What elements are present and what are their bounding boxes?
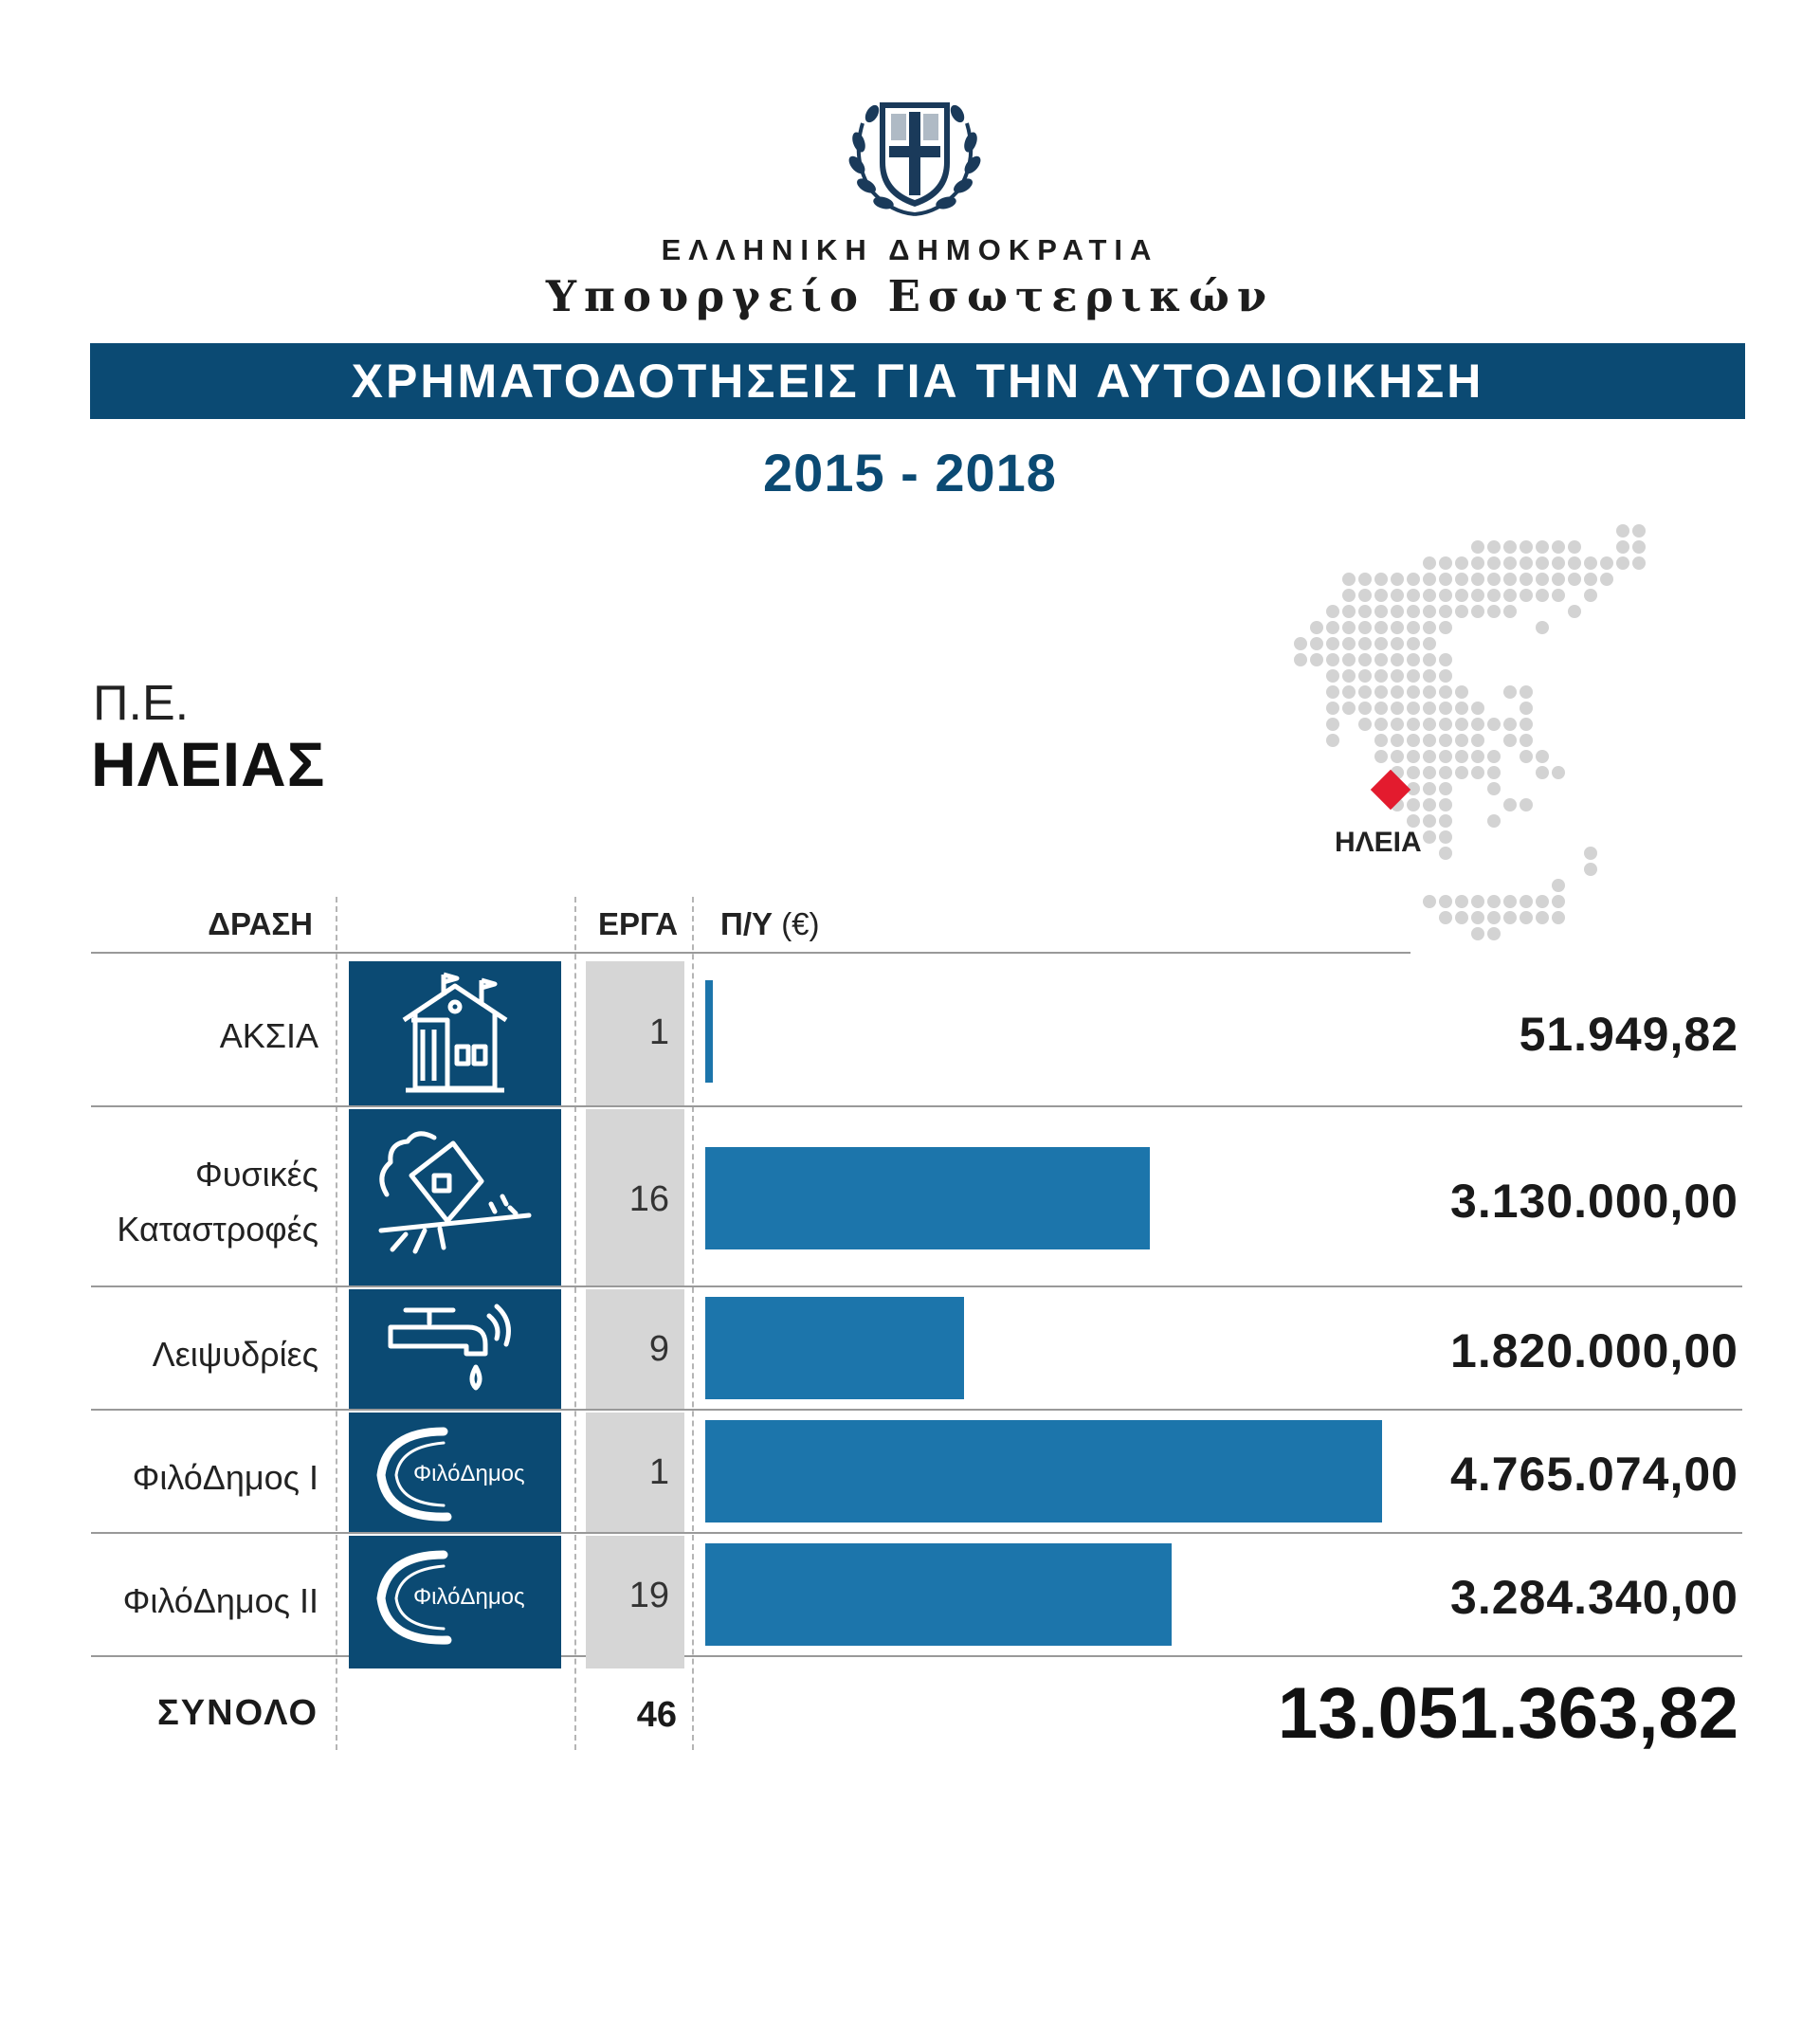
map-dot <box>1471 734 1484 747</box>
map-dot <box>1391 702 1404 715</box>
map-dot <box>1552 879 1565 892</box>
map-dot <box>1423 621 1436 634</box>
column-header-projects: ΕΡΓΑ <box>597 906 679 941</box>
map-dot <box>1342 605 1356 618</box>
map-dot <box>1632 556 1646 570</box>
map-dot <box>1536 556 1549 570</box>
row-label-filodimos-1 <box>91 1450 318 1505</box>
map-dot <box>1536 911 1549 924</box>
map-dot <box>1487 782 1501 795</box>
map-dot <box>1503 718 1517 731</box>
map-dot <box>1520 798 1533 811</box>
map-dot <box>1520 718 1533 731</box>
total-value: 13.051.363,82 <box>1277 1673 1738 1754</box>
row-label-line: Λειψυδρίες <box>152 1335 318 1374</box>
map-dot <box>1584 847 1597 860</box>
map-dot <box>1487 927 1501 940</box>
map-dot <box>1374 702 1388 715</box>
map-dot <box>1520 911 1533 924</box>
map-dot <box>1536 750 1549 763</box>
map-dot <box>1471 573 1484 586</box>
map-dot <box>1520 734 1533 747</box>
map-dot <box>1391 750 1404 763</box>
map-dot <box>1616 556 1629 570</box>
budget-value: 3.284.340,00 <box>1450 1571 1738 1624</box>
map-dot <box>1439 573 1452 586</box>
map-dot <box>1326 718 1339 731</box>
map-dot <box>1439 556 1452 570</box>
map-dot <box>1439 782 1452 795</box>
map-dot <box>1423 653 1436 666</box>
map-dot <box>1423 718 1436 731</box>
map-dot <box>1455 895 1468 908</box>
map-dot <box>1423 782 1436 795</box>
map-dot <box>1342 573 1356 586</box>
column-header-budget <box>720 906 820 942</box>
map-dot <box>1391 734 1404 747</box>
map-dot <box>1552 556 1565 570</box>
map-dot <box>1632 524 1646 538</box>
map-dot <box>1326 605 1339 618</box>
map-dot <box>1455 734 1468 747</box>
map-dot <box>1552 766 1565 779</box>
row-divider <box>91 1532 1742 1534</box>
map-dot <box>1584 589 1597 602</box>
budget-bar <box>705 1297 964 1399</box>
map-dot <box>1423 637 1436 650</box>
budget-value: 3.130.000,00 <box>1450 1175 1738 1228</box>
column-header-action: ΔΡΑΣΗ <box>208 906 313 941</box>
map-dot <box>1374 621 1388 634</box>
row-label-line: Φυσικές <box>194 1155 318 1194</box>
row-label-natural-disasters <box>91 1147 318 1257</box>
map-dot <box>1358 718 1372 731</box>
map-dot <box>1407 621 1420 634</box>
school-building-icon <box>349 961 561 1105</box>
map-dot <box>1487 911 1501 924</box>
projects-count: 16 <box>628 1179 669 1219</box>
map-dot <box>1503 895 1517 908</box>
map-dot <box>1536 895 1549 908</box>
budget-value: 51.949,82 <box>1519 1008 1738 1061</box>
map-dot <box>1520 540 1533 554</box>
map-dot <box>1407 653 1420 666</box>
map-dot <box>1423 798 1436 811</box>
map-dot <box>1439 734 1452 747</box>
natural-disaster-icon <box>349 1109 561 1285</box>
filodimos-logo-text: ΦιλόΔημος <box>413 1584 525 1610</box>
map-dot <box>1423 589 1436 602</box>
map-dot <box>1584 556 1597 570</box>
map-dot <box>1310 637 1323 650</box>
map-dot <box>1407 766 1420 779</box>
years-range: 2015 - 2018 <box>763 443 1057 502</box>
row-label-line: ΦιλόΔημος II <box>122 1581 318 1620</box>
map-dot <box>1439 702 1452 715</box>
map-dot <box>1455 766 1468 779</box>
map-dot <box>1391 637 1404 650</box>
map-dot <box>1503 798 1517 811</box>
map-dot <box>1471 589 1484 602</box>
map-dot <box>1374 605 1388 618</box>
map-dot <box>1439 814 1452 828</box>
map-dot <box>1487 814 1501 828</box>
map-dot <box>1568 540 1581 554</box>
map-dot <box>1455 685 1468 699</box>
map-dot <box>1487 573 1501 586</box>
map-dot <box>1568 605 1581 618</box>
map-dot <box>1471 911 1484 924</box>
map-dot <box>1471 895 1484 908</box>
map-dot <box>1471 718 1484 731</box>
map-dot <box>1391 718 1404 731</box>
row-divider <box>91 1655 1742 1657</box>
map-dot <box>1407 605 1420 618</box>
map-dot <box>1294 653 1307 666</box>
map-dot <box>1423 685 1436 699</box>
map-dot <box>1374 589 1388 602</box>
total-projects: 46 <box>636 1695 677 1735</box>
map-dot <box>1503 573 1517 586</box>
row-label-line: Καταστροφές <box>117 1210 318 1249</box>
budget-header-unit: (€) <box>781 906 820 941</box>
map-dot <box>1342 637 1356 650</box>
map-dot <box>1616 540 1629 554</box>
budget-bar <box>705 980 713 1083</box>
map-dot <box>1407 718 1420 731</box>
map-dot <box>1552 895 1565 908</box>
map-dot <box>1407 814 1420 828</box>
projects-count: 19 <box>628 1576 669 1615</box>
column-separator <box>692 897 694 1750</box>
map-dot <box>1326 685 1339 699</box>
map-dot <box>1358 621 1372 634</box>
map-dot <box>1407 734 1420 747</box>
map-dot <box>1358 669 1372 683</box>
map-dot <box>1584 573 1597 586</box>
map-dot <box>1407 589 1420 602</box>
map-dot <box>1471 750 1484 763</box>
map-dot <box>1455 556 1468 570</box>
filodimos-logo-icon <box>349 1536 561 1668</box>
map-dot <box>1439 798 1452 811</box>
map-dot <box>1455 605 1468 618</box>
map-dot <box>1423 702 1436 715</box>
map-dot <box>1520 702 1533 715</box>
map-dot <box>1439 766 1452 779</box>
map-dot <box>1487 750 1501 763</box>
map-dot <box>1471 927 1484 940</box>
map-dot <box>1391 589 1404 602</box>
row-label-water-shortage <box>91 1327 318 1382</box>
map-dot <box>1423 766 1436 779</box>
row-label-line: ΦιλόΔημος I <box>132 1458 318 1497</box>
map-dot <box>1407 750 1420 763</box>
map-dot <box>1471 702 1484 715</box>
map-dot <box>1342 702 1356 715</box>
map-dot <box>1552 911 1565 924</box>
map-dot <box>1374 573 1388 586</box>
map-dot <box>1407 573 1420 586</box>
map-dot <box>1439 685 1452 699</box>
projects-count: 1 <box>648 1452 669 1492</box>
map-dot <box>1503 911 1517 924</box>
budget-header-label: Π/Υ <box>720 906 774 941</box>
map-dot <box>1310 653 1323 666</box>
map-dot <box>1439 589 1452 602</box>
map-dot <box>1600 556 1613 570</box>
map-dot <box>1423 814 1436 828</box>
map-dot <box>1536 766 1549 779</box>
map-dot <box>1520 685 1533 699</box>
map-dot <box>1520 556 1533 570</box>
map-location-marker <box>1371 770 1410 810</box>
map-dot <box>1503 605 1517 618</box>
map-dot <box>1439 911 1452 924</box>
map-dot <box>1439 605 1452 618</box>
map-dot <box>1326 702 1339 715</box>
budget-bar <box>705 1543 1172 1646</box>
budget-value: 1.820.000,00 <box>1450 1324 1738 1377</box>
projects-count: 1 <box>648 1012 669 1052</box>
ministry-title: Υπουργείο Εσωτερικών <box>545 271 1275 321</box>
map-dot <box>1326 637 1339 650</box>
map-dot <box>1326 653 1339 666</box>
map-dot <box>1455 702 1468 715</box>
water-tap-icon <box>349 1289 561 1409</box>
map-dot <box>1520 750 1533 763</box>
map-dot <box>1455 589 1468 602</box>
filodimos-logo-text: ΦιλόΔημος <box>413 1461 525 1486</box>
map-dot <box>1391 685 1404 699</box>
map-dot <box>1616 524 1629 538</box>
map-dot <box>1439 621 1452 634</box>
greece-dot-map <box>1289 520 1668 990</box>
row-label-line: ΑΚΣΙΑ <box>219 1016 318 1055</box>
map-dot <box>1455 718 1468 731</box>
map-dot <box>1520 589 1533 602</box>
map-dot <box>1471 766 1484 779</box>
map-dot <box>1423 573 1436 586</box>
map-dot <box>1423 556 1436 570</box>
map-dot <box>1310 621 1323 634</box>
map-dot <box>1342 621 1356 634</box>
greek-coat-of-arms-emblem <box>844 85 986 220</box>
map-dot <box>1374 637 1388 650</box>
filodimos-logo-icon <box>349 1413 561 1532</box>
map-dot <box>1487 605 1501 618</box>
map-dot <box>1503 685 1517 699</box>
map-dot <box>1520 895 1533 908</box>
map-dot <box>1503 540 1517 554</box>
banner-title: ΧΡΗΜΑΤΟΔΟΤΗΣΕΙΣ ΓΙΑ ΤΗΝ ΑΥΤΟΔΙΟΙΚΗΣΗ <box>90 343 1745 419</box>
map-dot <box>1439 653 1452 666</box>
map-dot <box>1487 589 1501 602</box>
map-dot <box>1536 589 1549 602</box>
map-dot <box>1439 895 1452 908</box>
map-dot <box>1342 669 1356 683</box>
map-dot <box>1600 573 1613 586</box>
map-dot <box>1407 798 1420 811</box>
map-dot <box>1536 621 1549 634</box>
map-dot <box>1407 702 1420 715</box>
map-dot <box>1503 589 1517 602</box>
map-dot <box>1471 540 1484 554</box>
map-dot <box>1374 685 1388 699</box>
map-dot <box>1358 685 1372 699</box>
map-dot <box>1358 637 1372 650</box>
map-dot <box>1342 589 1356 602</box>
map-dot <box>1374 653 1388 666</box>
map-dot <box>1439 718 1452 731</box>
total-label: ΣΥΝΟΛΟ <box>156 1693 318 1733</box>
map-dot <box>1326 669 1339 683</box>
row-label-filodimos-2 <box>91 1574 318 1629</box>
map-dot <box>1391 621 1404 634</box>
map-dot <box>1568 556 1581 570</box>
map-dot <box>1391 573 1404 586</box>
map-dot <box>1407 637 1420 650</box>
map-dot <box>1536 540 1549 554</box>
map-dot <box>1374 669 1388 683</box>
map-dot <box>1342 653 1356 666</box>
map-dot <box>1423 734 1436 747</box>
map-dot <box>1632 540 1646 554</box>
map-dot <box>1358 589 1372 602</box>
map-dot <box>1439 830 1452 844</box>
map-dot <box>1423 895 1436 908</box>
map-dot <box>1374 750 1388 763</box>
map-dot <box>1326 734 1339 747</box>
map-dot <box>1358 573 1372 586</box>
row-divider <box>91 1285 1742 1287</box>
map-dot <box>1455 573 1468 586</box>
region-prefix: Π.Ε. <box>93 676 190 731</box>
projects-count: 9 <box>648 1329 669 1369</box>
map-region-label: ΗΛΕΙΑ <box>1335 827 1422 858</box>
map-dot <box>1358 653 1372 666</box>
map-dot <box>1536 573 1549 586</box>
row-divider <box>91 1409 1742 1411</box>
map-dot <box>1487 540 1501 554</box>
map-dot <box>1471 556 1484 570</box>
map-dot <box>1439 669 1452 683</box>
map-dot <box>1374 718 1388 731</box>
map-dot <box>1423 830 1436 844</box>
map-dot <box>1326 621 1339 634</box>
map-dot <box>1439 750 1452 763</box>
map-dot <box>1423 669 1436 683</box>
header-divider <box>91 952 1410 954</box>
map-dot <box>1391 669 1404 683</box>
map-dot <box>1423 605 1436 618</box>
map-dot <box>1358 702 1372 715</box>
map-dot <box>1487 556 1501 570</box>
row-divider <box>91 1105 1742 1107</box>
map-dot <box>1391 653 1404 666</box>
map-dot <box>1423 750 1436 763</box>
map-dot <box>1487 895 1501 908</box>
map-dot <box>1552 540 1565 554</box>
budget-value: 4.765.074,00 <box>1450 1448 1738 1501</box>
map-dot <box>1294 637 1307 650</box>
map-dot <box>1342 685 1356 699</box>
map-dot <box>1407 685 1420 699</box>
map-dot <box>1520 573 1533 586</box>
map-dot <box>1552 573 1565 586</box>
map-dot <box>1391 605 1404 618</box>
map-dot <box>1487 766 1501 779</box>
map-dot <box>1358 605 1372 618</box>
column-separator <box>336 897 337 1750</box>
map-dot <box>1455 750 1468 763</box>
map-dot <box>1374 734 1388 747</box>
budget-bar <box>705 1147 1150 1249</box>
column-separator <box>574 897 576 1750</box>
map-dot <box>1455 911 1468 924</box>
map-dot <box>1584 863 1597 876</box>
map-dot <box>1487 718 1501 731</box>
row-label-aksia <box>91 1009 318 1064</box>
map-dot <box>1503 556 1517 570</box>
map-dot <box>1503 734 1517 747</box>
region-name: ΗΛΕΙΑΣ <box>91 729 326 799</box>
map-dot <box>1407 669 1420 683</box>
republic-title: ΕΛΛΗΝΙΚΗ ΔΗΜΟΚΡΑΤΙΑ <box>661 233 1159 266</box>
map-dot <box>1471 605 1484 618</box>
map-dot <box>1439 847 1452 860</box>
map-dot <box>1552 589 1565 602</box>
map-dot <box>1568 573 1581 586</box>
